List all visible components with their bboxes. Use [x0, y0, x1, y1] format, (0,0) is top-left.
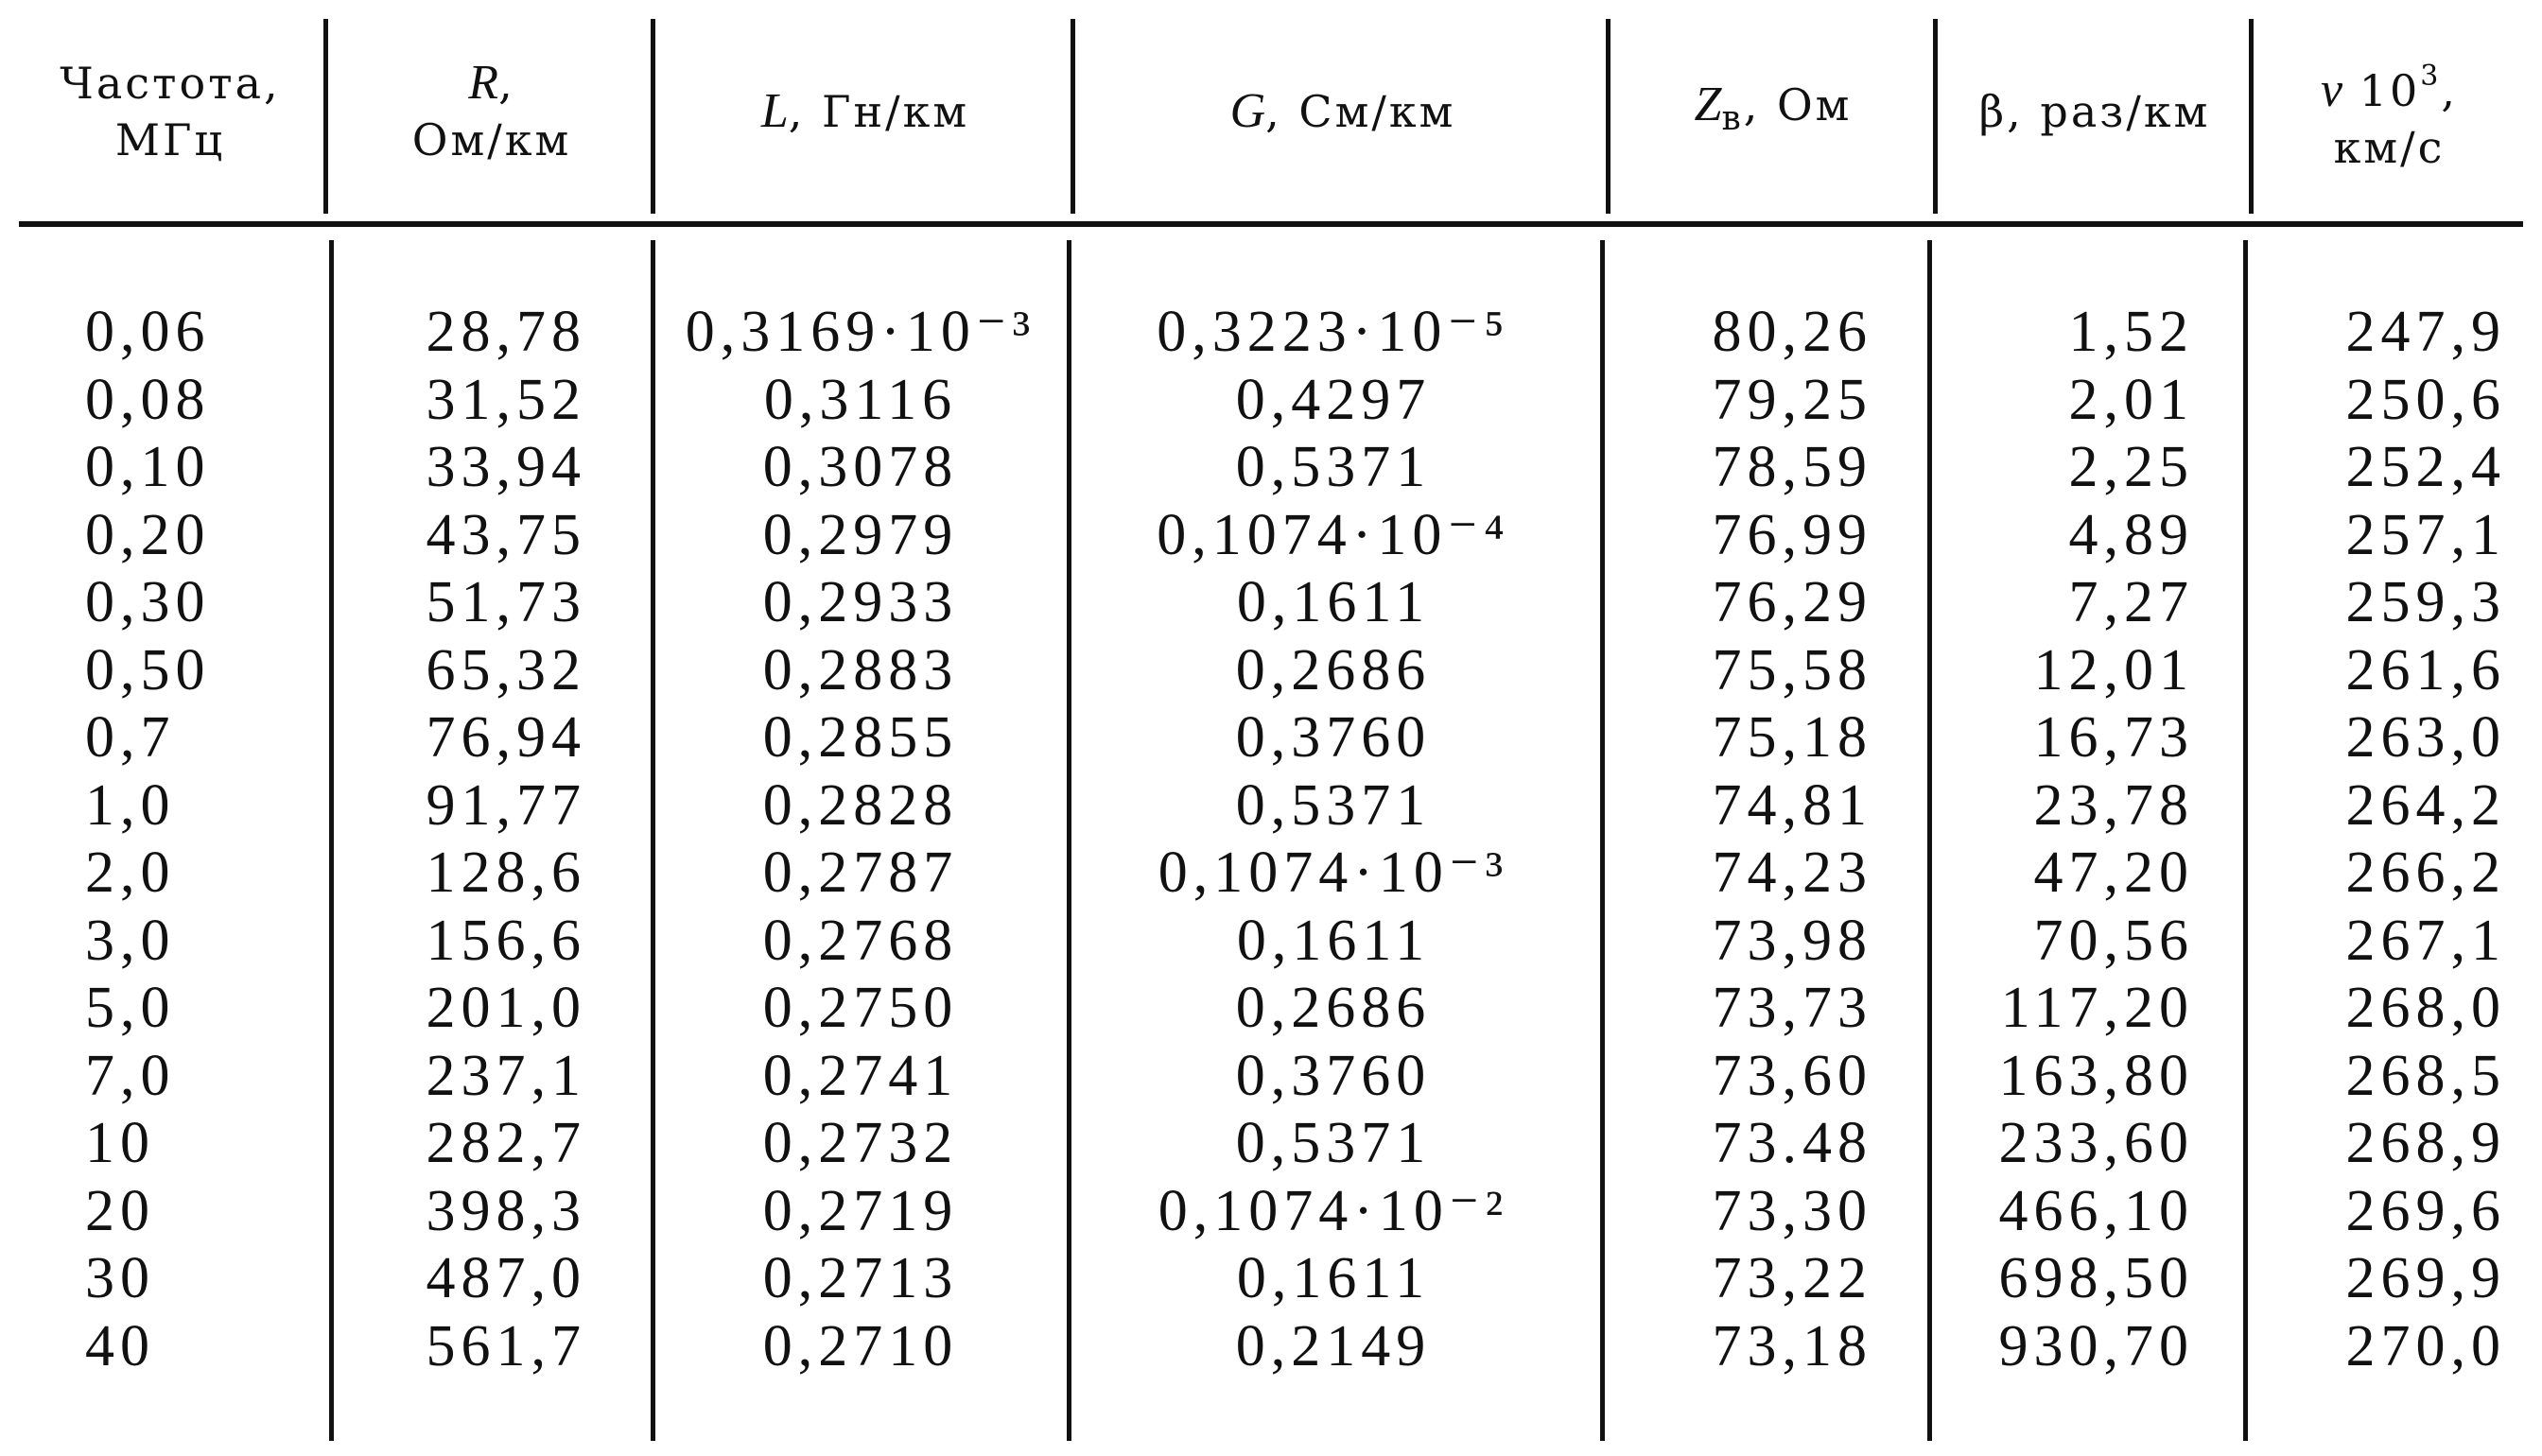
header-velocity-comma: ,	[2441, 64, 2458, 116]
cell-resistance: 76,94	[426, 705, 586, 770]
cell-impedance: 73,98	[1712, 909, 1872, 973]
cell-attenuation: 12,01	[2033, 638, 2194, 702]
cell-conductance: 0,1074·10⁻³	[1158, 841, 1509, 905]
cell-velocity: 268,0	[2345, 976, 2506, 1040]
cell-attenuation: 163,80	[1998, 1044, 2194, 1108]
cell-frequency: 0,10	[85, 435, 211, 499]
cell-impedance: 80,26	[1712, 300, 1872, 364]
column-divider	[1933, 19, 1938, 214]
column-divider	[651, 19, 655, 214]
cell-inductance: 0,2713	[762, 1246, 959, 1310]
cell-impedance: 76,29	[1712, 570, 1872, 634]
cell-resistance: 398,3	[426, 1179, 586, 1243]
cell-resistance: 51,73	[426, 570, 586, 634]
cell-resistance: 282,7	[426, 1111, 586, 1175]
table-row	[19, 299, 2523, 365]
table-row	[19, 840, 2523, 906]
cell-attenuation: 117,20	[2000, 976, 2194, 1040]
cell-frequency: 20	[85, 1179, 155, 1243]
cell-resistance: 28,78	[426, 300, 586, 364]
header-attenuation	[1939, 17, 2251, 206]
column-divider	[323, 19, 328, 214]
table-row	[19, 1245, 2523, 1311]
cell-inductance: 0,2741	[762, 1044, 959, 1108]
table-row	[19, 1110, 2523, 1176]
column-divider	[1071, 19, 1075, 214]
table-row	[19, 367, 2523, 433]
cell-attenuation: 233,60	[1998, 1111, 2194, 1175]
cell-frequency: 30	[85, 1246, 155, 1310]
table-row	[19, 704, 2523, 771]
cell-frequency: 1,0	[85, 773, 176, 838]
cell-inductance: 0,3169·10⁻³	[685, 300, 1036, 364]
cell-frequency: 0,06	[85, 300, 211, 364]
cell-conductance: 0,2686	[1235, 976, 1432, 1040]
cell-conductance: 0,1611	[1236, 1246, 1431, 1310]
cell-resistance: 91,77	[426, 773, 586, 838]
cell-impedance: 73,73	[1712, 976, 1872, 1040]
cell-conductance: 0,2686	[1235, 638, 1432, 702]
cell-conductance: 0,1074·10⁻⁴	[1157, 503, 1510, 567]
cell-resistance: 156,6	[426, 909, 586, 973]
header-resistance-comma: ,	[498, 58, 515, 109]
cell-resistance: 561,7	[426, 1314, 586, 1378]
table-row	[19, 1043, 2523, 1109]
cell-inductance: 0,2732	[762, 1111, 959, 1175]
table-row	[19, 434, 2523, 500]
cell-frequency: 2,0	[85, 841, 176, 905]
cell-velocity: 268,9	[2345, 1111, 2506, 1175]
header-conductance-unit: , См/км	[1265, 86, 1456, 137]
cell-resistance: 201,0	[426, 976, 586, 1040]
cell-velocity: 257,1	[2345, 503, 2506, 567]
table-row	[19, 908, 2523, 974]
cell-conductance: 0,5371	[1235, 1111, 1432, 1175]
cell-attenuation: 930,70	[1998, 1314, 2194, 1378]
cell-inductance: 0,2979	[762, 503, 959, 567]
header-impedance	[1612, 17, 1934, 206]
header-frequency	[19, 17, 322, 206]
cell-inductance: 0,2883	[762, 638, 959, 702]
header-conductance-symbol: G	[1229, 84, 1266, 138]
cell-conductance: 0,1611	[1236, 570, 1431, 634]
cell-resistance: 237,1	[426, 1044, 586, 1108]
cell-impedance: 73,30	[1712, 1179, 1872, 1243]
cell-impedance: 73.48	[1712, 1111, 1872, 1175]
cell-impedance: 73,18	[1712, 1314, 1872, 1378]
cell-resistance: 33,94	[426, 435, 586, 499]
column-divider	[1606, 19, 1611, 214]
header-velocity-unit: км/с	[2333, 121, 2446, 173]
cell-frequency: 0,7	[85, 705, 176, 770]
cell-frequency: 10	[85, 1111, 155, 1175]
header-velocity-factor: 10	[2342, 64, 2421, 116]
cell-impedance: 79,25	[1712, 368, 1872, 432]
cell-attenuation: 23,78	[2033, 773, 2194, 838]
column-divider	[2249, 19, 2254, 214]
cell-impedance: 76,99	[1712, 503, 1872, 567]
table-row	[19, 772, 2523, 839]
cell-conductance: 0,1074·10⁻²	[1158, 1179, 1509, 1243]
cell-inductance: 0,3078	[762, 435, 959, 499]
table-row	[19, 1178, 2523, 1244]
cell-impedance: 74,81	[1712, 773, 1872, 838]
cell-impedance: 74,23	[1712, 841, 1872, 905]
cell-velocity: 269,6	[2345, 1179, 2506, 1243]
cell-velocity: 266,2	[2345, 841, 2506, 905]
header-velocity	[2255, 17, 2523, 206]
header-inductance	[657, 17, 1073, 206]
cell-conductance: 0,5371	[1235, 435, 1432, 499]
header-divider	[19, 221, 2523, 227]
cell-conductance: 0,3760	[1235, 1044, 1432, 1108]
cell-conductance: 0,1611	[1236, 909, 1431, 973]
cell-impedance: 78,59	[1712, 435, 1872, 499]
cell-frequency: 5,0	[85, 976, 176, 1040]
cell-inductance: 0,2855	[762, 705, 959, 770]
header-velocity-symbol: v	[2321, 62, 2343, 117]
cell-inductance: 0,2828	[762, 773, 959, 838]
header-impedance-unit: , Ом	[1743, 78, 1853, 130]
cell-attenuation: 16,73	[2033, 705, 2194, 770]
cell-attenuation: 466,10	[1998, 1179, 2194, 1243]
cell-velocity: 252,4	[2345, 435, 2506, 499]
cell-inductance: 0,2768	[762, 909, 959, 973]
cell-frequency: 7,0	[85, 1044, 176, 1108]
header-inductance-unit: , Гн/км	[788, 86, 970, 137]
cell-attenuation: 70,56	[2033, 909, 2194, 973]
header-frequency-line2: МГц	[114, 114, 226, 165]
cell-frequency: 0,20	[85, 503, 211, 567]
cell-velocity: 270,0	[2345, 1314, 2506, 1378]
cell-conductance: 0,5371	[1235, 773, 1432, 838]
cell-frequency: 3,0	[85, 909, 176, 973]
cell-attenuation: 4,89	[2068, 503, 2194, 567]
header-conductance	[1078, 17, 1608, 206]
cell-attenuation: 2,01	[2068, 368, 2194, 432]
cell-conductance: 0,3760	[1235, 705, 1432, 770]
header-velocity-exponent: 3	[2420, 59, 2442, 93]
cell-impedance: 75,58	[1712, 638, 1872, 702]
header-impedance-subscript: в	[1721, 98, 1744, 138]
cell-impedance: 73,22	[1712, 1246, 1872, 1310]
cell-frequency: 0,50	[85, 638, 211, 702]
cell-conductance: 0,4297	[1235, 368, 1432, 432]
cell-inductance: 0,2710	[762, 1314, 959, 1378]
header-frequency-line1: Частота,	[60, 58, 281, 109]
cell-impedance: 73,60	[1712, 1044, 1872, 1108]
cell-resistance: 487,0	[426, 1246, 586, 1310]
cell-inductance: 0,3116	[763, 368, 958, 432]
table-row	[19, 975, 2523, 1041]
header-resistance	[331, 17, 653, 206]
cell-velocity: 259,3	[2345, 570, 2506, 634]
cell-attenuation: 7,27	[2068, 570, 2194, 634]
data-table	[19, 17, 2523, 1445]
header-attenuation-label: β, раз/км	[1978, 86, 2211, 137]
cell-resistance: 128,6	[426, 841, 586, 905]
cell-resistance: 43,75	[426, 503, 586, 567]
cell-inductance: 0,2719	[762, 1179, 959, 1243]
cell-frequency: 0,30	[85, 570, 211, 634]
cell-velocity: 268,5	[2345, 1044, 2506, 1108]
header-impedance-symbol: Z	[1694, 77, 1722, 131]
header-resistance-unit: Ом/км	[411, 114, 572, 165]
cell-frequency: 0,08	[85, 368, 211, 432]
cell-velocity: 267,1	[2345, 909, 2506, 973]
cell-velocity: 261,6	[2345, 638, 2506, 702]
cell-inductance: 0,2933	[762, 570, 959, 634]
cell-velocity: 264,2	[2345, 773, 2506, 838]
cell-resistance: 65,32	[426, 638, 586, 702]
cell-frequency: 40	[85, 1314, 155, 1378]
table-row	[19, 502, 2523, 568]
cell-velocity: 269,9	[2345, 1246, 2506, 1310]
cell-conductance: 0,3223·10⁻⁵	[1157, 300, 1510, 364]
cell-attenuation: 2,25	[2068, 435, 2194, 499]
header-inductance-symbol: L	[760, 84, 789, 138]
cell-velocity: 263,0	[2345, 705, 2506, 770]
cell-impedance: 75,18	[1712, 705, 1872, 770]
cell-attenuation: 1,52	[2068, 300, 2194, 364]
table-row	[19, 1313, 2523, 1379]
cell-inductance: 0,2787	[762, 841, 959, 905]
header-resistance-symbol: R	[468, 56, 499, 110]
cell-resistance: 31,52	[426, 368, 586, 432]
table-row	[19, 637, 2523, 703]
cell-inductance: 0,2750	[762, 976, 959, 1040]
table-row	[19, 569, 2523, 635]
cell-attenuation: 698,50	[1998, 1246, 2194, 1310]
cell-velocity: 250,6	[2345, 368, 2506, 432]
cell-velocity: 247,9	[2345, 300, 2506, 364]
cell-conductance: 0,2149	[1235, 1314, 1432, 1378]
cell-attenuation: 47,20	[2033, 841, 2194, 905]
